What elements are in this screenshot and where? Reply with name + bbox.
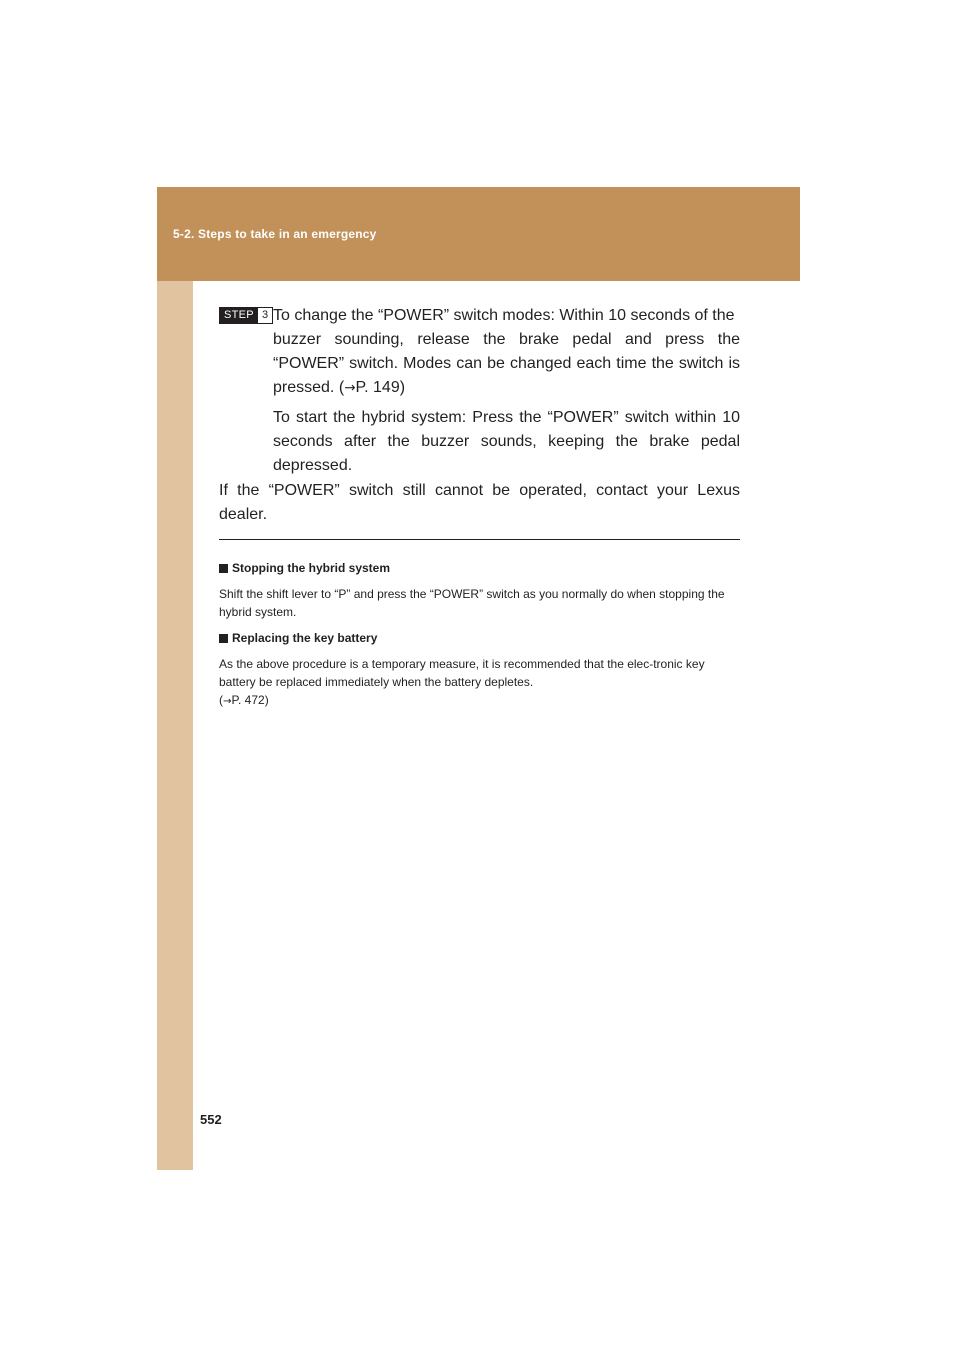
arrow-right-icon: → [223,696,232,707]
step-3-page-ref[interactable]: P. 149) [355,379,406,396]
page-number: 552 [200,1112,222,1127]
note-body: Shift the shift lever to “P” and press the “POWER” switch as you normally do when stopping the hybrid system. [219,587,725,619]
note-title-text: Stopping the hybrid system [232,561,391,575]
step-3-text [273,328,740,400]
step-3-block [219,304,740,478]
step-badge-number: 3 [258,308,272,323]
page-ref-open: ( [219,693,223,707]
square-bullet-icon [219,634,228,643]
body-paragraph: If the “POWER” switch still cannot be operated, contact your Lexus dealer. [219,482,740,523]
side-color-strip [157,187,193,1170]
section-title: 5-2. Steps to take in an emergency [173,227,377,241]
note-title [219,630,740,646]
step-3-paragraph-2: To start the hybrid system: Press the “POWER” switch within 10 seconds after the buzzer sounds, keeping the brake pedal depressed. [273,409,740,474]
note-body-text: As the above procedure is a temporary measure, it is recommended that the elec-tronic key battery be replaced immediately when the battery depletes. [219,657,705,689]
note-page-ref[interactable]: P. 472) [231,693,269,707]
square-bullet-icon [219,564,228,573]
note-stopping-hybrid-system [219,560,740,621]
note-title-text: Replacing the key battery [232,631,378,645]
arrow-right-icon: → [344,380,356,396]
step-badge-label: STEP [220,308,258,323]
section-divider [219,539,740,540]
note-replacing-key-battery [219,630,740,711]
note-title [219,560,740,576]
note-body [219,655,740,711]
step-3-text-main: buzzer sounding, release the brake pedal and press the “POWER” switch. Modes can be changed each time the switch is pressed. ( [273,331,740,396]
step-3-line-1: To change the “POWER” switch modes: Within 10 seconds of the [273,307,735,324]
step-badge [219,307,273,324]
